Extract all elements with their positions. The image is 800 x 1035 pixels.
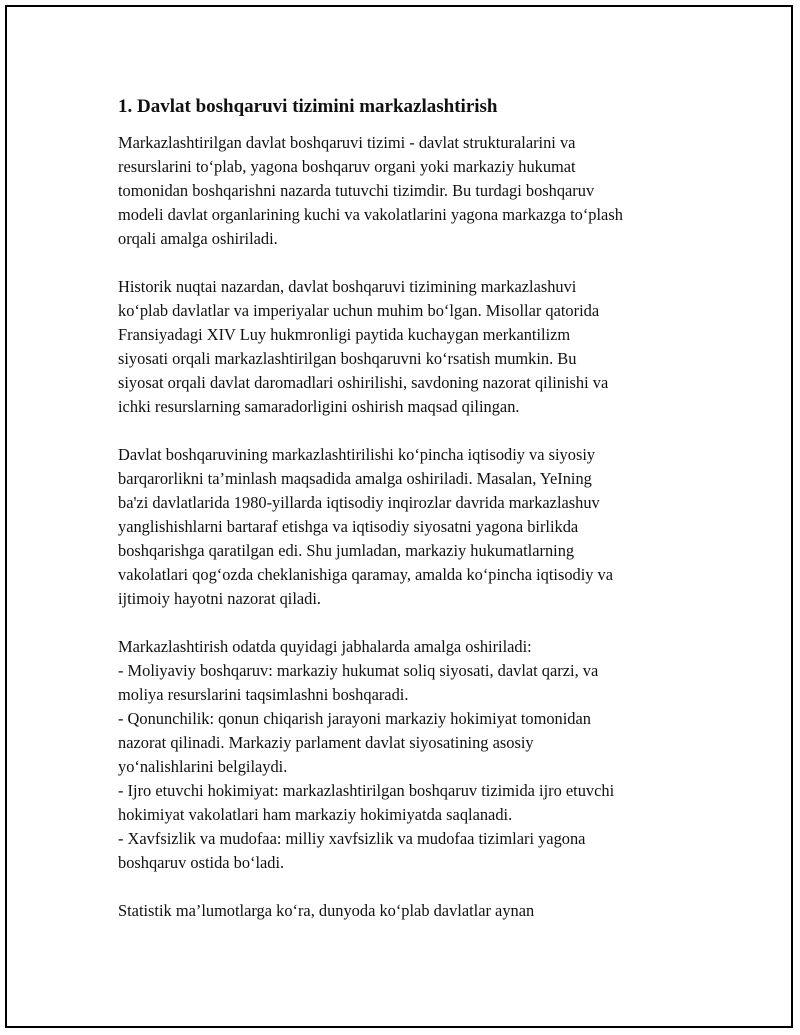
paragraph-stability: Davlat boshqaruvining markazlashtirilishi ko‘pincha iqtisodiy va siyosiy barqarorlikni ta’minlash maqsadida amalga oshiriladi. Masalan, YeIning ba'zi davlatlarida 1980-yillarda iqtisodiy inqirozlar davrida markazlashuv yanglishishlarni bartaraf etishga va iqtisodiy siyosatni yagona birlikda boshqarishga qaratilgan edi. Shu jumladan, markaziy hukumatlarning vakolatlari qog‘ozda cheklanishiga qaramay, amalda ko‘pincha iqtisodiy va ijtimoiy hayotni nazorat qiladi. — [118, 445, 614, 608]
paragraph-statistics: Statistik ma’lumotlarga ko‘ra, dunyoda ko‘plab davlatlar aynan — [118, 901, 535, 920]
document-body — [118, 95, 698, 923]
paragraph-definition: Markazlashtirilgan davlat boshqaruvi tizimi - davlat strukturalarini va resurslarini to‘plab, yagona boshqaruv organi yoki markaziy hukumat tomonidan boshqarishni nazarda tutuvchi tizimdir. Bu turdagi boshqaruv modeli davlat organlarining kuchi va vakolatlarini yagona markazga to‘plash orqali amalga oshiriladi. — [118, 133, 623, 248]
section-heading: 1. Davlat boshqaruvi tizimini markazlashtirish — [118, 96, 498, 117]
paragraph-history: Historik nuqtai nazardan, davlat boshqaruvi tizimining markazlashuvi ko‘plab davlatlar va imperiyalar uchun muhim bo‘lgan. Misollar qatorida Fransiyadagi XIV Luy hukmronligi paytida kuchaygan merkantilizm siyosati orqali markazlashtirilgan boshqaruvni ko‘rsatish mumkin. Bu siyosat orqali davlat daromadlari oshirilishi, savdoning nazorat qilinishi va ichki resurslarning samaradorligini oshirish maqsad qilingan. — [118, 277, 609, 416]
paragraph-areas-list: Markazlashtirish odatda quyidagi jabhalarda amalga oshiriladi: - Moliyaviy boshqaruv: markaziy hukumat soliq siyosati, davlat qarzi, va moliya resurslarini taqsimlashni boshqaradi. - Qonunchilik: qonun chiqarish jarayoni markaziy hokimiyat tomonidan nazorat qilinadi. Markaziy parlament davlat siyosatining asosiy yo‘nalishlarini belgilaydi. - Ijro etuvchi hokimiyat: markazlashtirilgan boshqaruv tizimida ijro etuvchi hokimiyat vakolatlari ham markaziy hokimiyatda saqlanadi. - Xavfsizlik va mudofaa: milliy xavfsizlik va mudofaa tizimlari yagona boshqaruv ostida bo‘ladi. — [118, 637, 615, 872]
